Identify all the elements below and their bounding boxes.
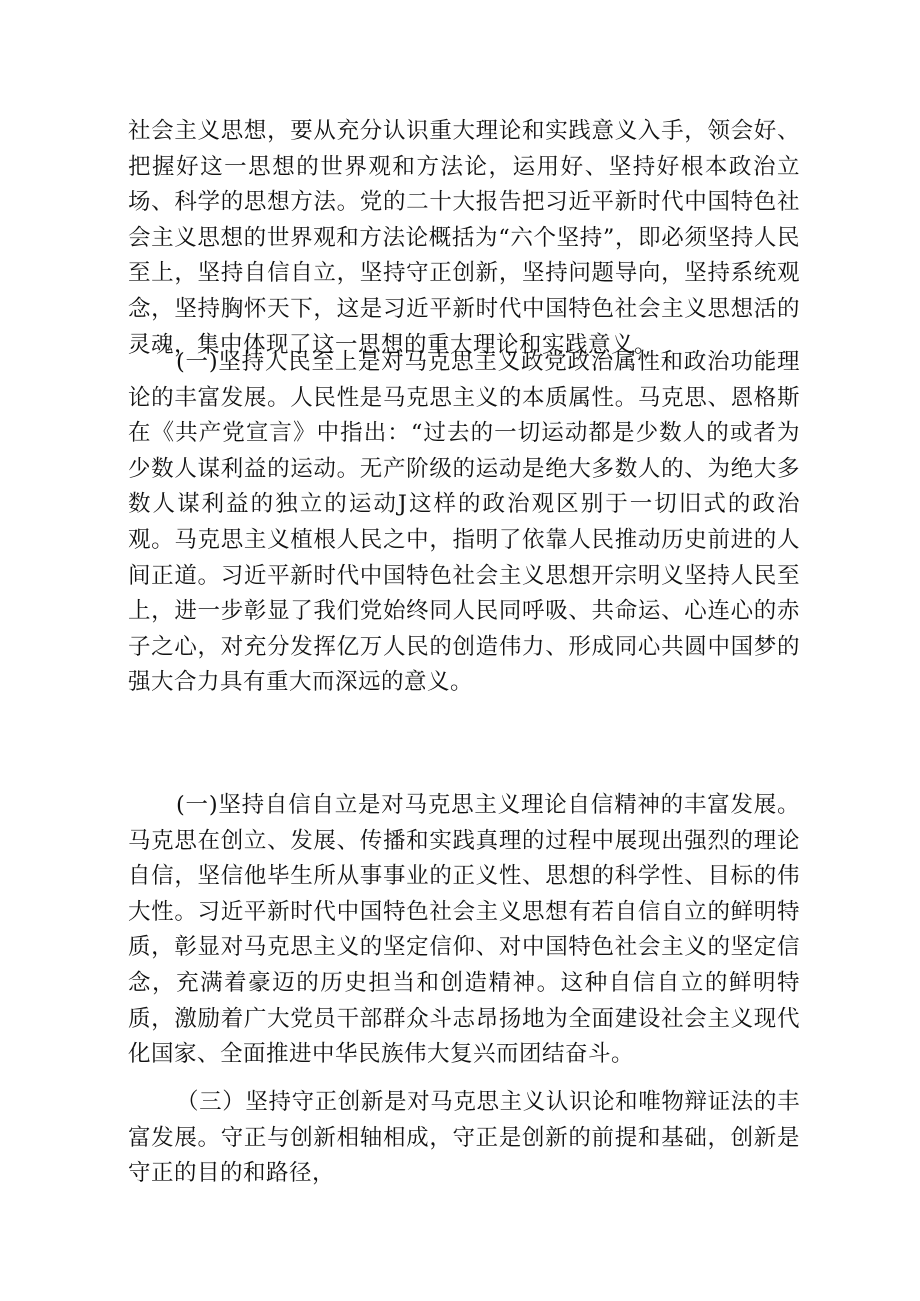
paragraph-intro: 社会主义思想，要从充分认识重大理论和实践意义入手，领会好、把握好这一思想的世界观和方法论，运用好、坚持好根本政治立场、科学的思想方法。党的二十大报告把习近平新时代中国特色社会主义思想的世界观和方法论概括为“六个坚持”，即必须坚持人民至上，坚持自信自立，坚持守正创新，坚持问题导向，坚持系统观念，坚持胸怀天下，这是习近平新时代中国特色社会主义思想活的灵魂，集中体现了这一思想的重大理论和实践意义。	[128, 118, 800, 358]
paragraph-innovation: （三）坚持守正创新是对马克思主义认识论和唯物辩证法的丰富发展。守正与创新相轴相成，守正是创新的前提和基础，创新是守正的目的和路径，	[128, 1089, 800, 1187]
paragraph-people-first: (一)坚持人民至上是对马克思主义政党政治属性和政治功能理论的丰富发展。人民性是马克思主义的本质属性。马克思、恩格斯在《共产党宣言》中指出：“过去的一切运动都是少数人的或者为少数人谋利益的运动。无产阶级的运动是绝大多数人的、为绝大多数人谋利益的独立的运动J这样的政治观区别于一切旧式的政治观。马克思主义植根人民之中，指明了依靠人民推动历史前进的人间正道。习近平新时代中国特色社会主义思想开宗明义坚持人民至上，进一步彰显了我们党始终同人民同呼吸、共命运、心连心的赤子之心，对充分发挥亿万人民的创造伟力、形成同心共圆中国梦的强大合力具有重大而深远的意义。	[128, 349, 800, 696]
paragraph-self-confidence: (一)坚持自信自立是对马克思主义理论自信精神的丰富发展。马克思在创立、发展、传播和实践真理的过程中展现出强烈的理论自信，坚信他毕生所从事事业的正义性、思想的科学性、目标的伟大性。习近平新时代中国特色社会主义思想有若自信自立的鲜明特质，彰显对马克思主义的坚定信仰、对中国特色社会主义的坚定信念，充满着豪迈的历史担当和创造精神。这种自信自立的鲜明特质，激励着广大党员干部群众斗志昂扬地为全面建设社会主义现代化国家、全面推进中华民族伟大复兴而团结奋斗。	[128, 792, 800, 1068]
